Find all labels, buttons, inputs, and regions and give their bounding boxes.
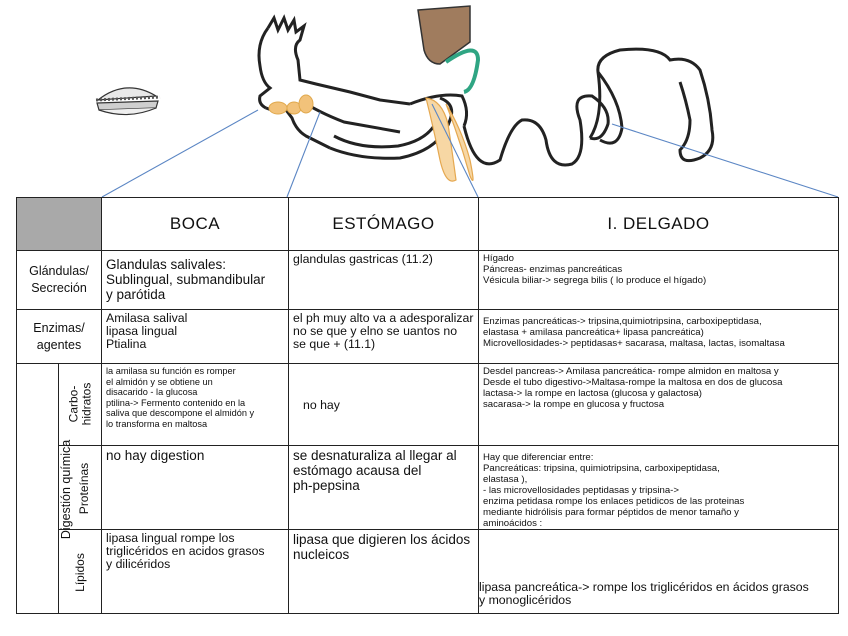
header-corner — [17, 198, 102, 251]
gallbladder-duct — [446, 50, 478, 92]
column-header-delgado: I. DELGADO — [479, 198, 839, 251]
cell-enzimas-boca: Amilasa salival lipasa lingual Ptialina — [102, 310, 289, 364]
row-label-proteinas: Proteínas — [59, 446, 102, 530]
small-intestine — [464, 96, 608, 165]
sandwich-icon — [96, 88, 160, 115]
cell-enzimas-delgado: Enzimas pancreáticas-> tripsina,quimiotripsina, carboxipeptidasa, elastasa + amilasa pancreática+ lipasa pancreática) Microvellosidades-> peptidasas+ sacarasa, maltasa, lactas, isomaltasa — [479, 310, 839, 364]
row-group-label-digestion: Digestión química — [17, 364, 59, 614]
cell-carbohidratos-delgado: Desdel pancreas-> Amilasa pancreática- rompe almidon en maltosa y Desde el tubo digestivo->Maltasa-rompe la maltosa en dos de glucosa lactasa-> la rompe en lactosa (glucosa y galactosa) sacarasa-> la rompe en glucosa y fructosa — [479, 364, 839, 446]
row-label-carbohidratos: Carbo- hidratos — [59, 364, 102, 446]
column-header-boca: BOCA — [102, 198, 289, 251]
column-header-estomago: ESTÓMAGO — [289, 198, 479, 251]
cell-proteinas-estomago: se desnaturaliza al llegar al estómago acausa del ph-pepsina — [289, 446, 479, 530]
cell-lipidos-boca: lipasa lingual rompe los triglicéridos en acidos grasos y dilicéridos — [102, 530, 289, 614]
row-label-lipidos: Lípidos — [59, 530, 102, 614]
cell-carbohidratos-estomago: no hay — [289, 364, 479, 446]
head-outline — [259, 18, 410, 148]
cell-glandulas-delgado: Hígado Páncreas- enzimas pancreáticas Vésicula biliar-> segrega bilis ( lo produce el hígado) — [479, 251, 839, 310]
cell-glandulas-estomago: glandulas gastricas (11.2) — [289, 251, 479, 310]
cell-carbohidratos-boca: la amilasa su función es romper el almidón y se obtiene un disacarido - la glucosa ptilina-> Fermento contenido en la saliva que descompone el almidón y lo transforma en maltosa — [102, 364, 289, 446]
large-intestine — [590, 49, 713, 161]
salivary-glands — [269, 95, 313, 114]
cell-enzimas-estomago: el ph muy alto va a adesporalizar no se que y elno se uantos no se que + (11.1) — [289, 310, 479, 364]
cell-lipidos-delgado: lipasa pancreática-> rompe los triglicéridos en ácidos grasos y monoglicéridos — [479, 530, 839, 614]
cell-lipidos-estomago: lipasa que digieren los ácidos nucleicos — [289, 530, 479, 614]
row-label-glandulas: Glándulas/ Secreción — [17, 251, 102, 310]
digestion-table — [16, 197, 839, 614]
digestive-tract-illustration — [0, 0, 848, 200]
cell-proteinas-boca: no hay digestion — [102, 446, 289, 530]
cell-proteinas-delgado: Hay que diferenciar entre: Pancreáticas: tripsina, quimiotripsina, carboxipeptidasa, elastasa ), - las microvellosidades peptidasas y tripsina-> enzima petidasa rompe los enlaces petidicos de las proteinas mediante hidrólisis para formar péptidos de menor tamaño y aminoácidos : — [479, 446, 839, 530]
cell-glandulas-boca: Glandulas salivales: Sublingual, submandibular y parótida — [102, 251, 289, 310]
row-label-enzimas: Enzimas/ agentes — [17, 310, 102, 364]
liver-shape — [418, 6, 470, 64]
leader-lines — [102, 104, 838, 197]
